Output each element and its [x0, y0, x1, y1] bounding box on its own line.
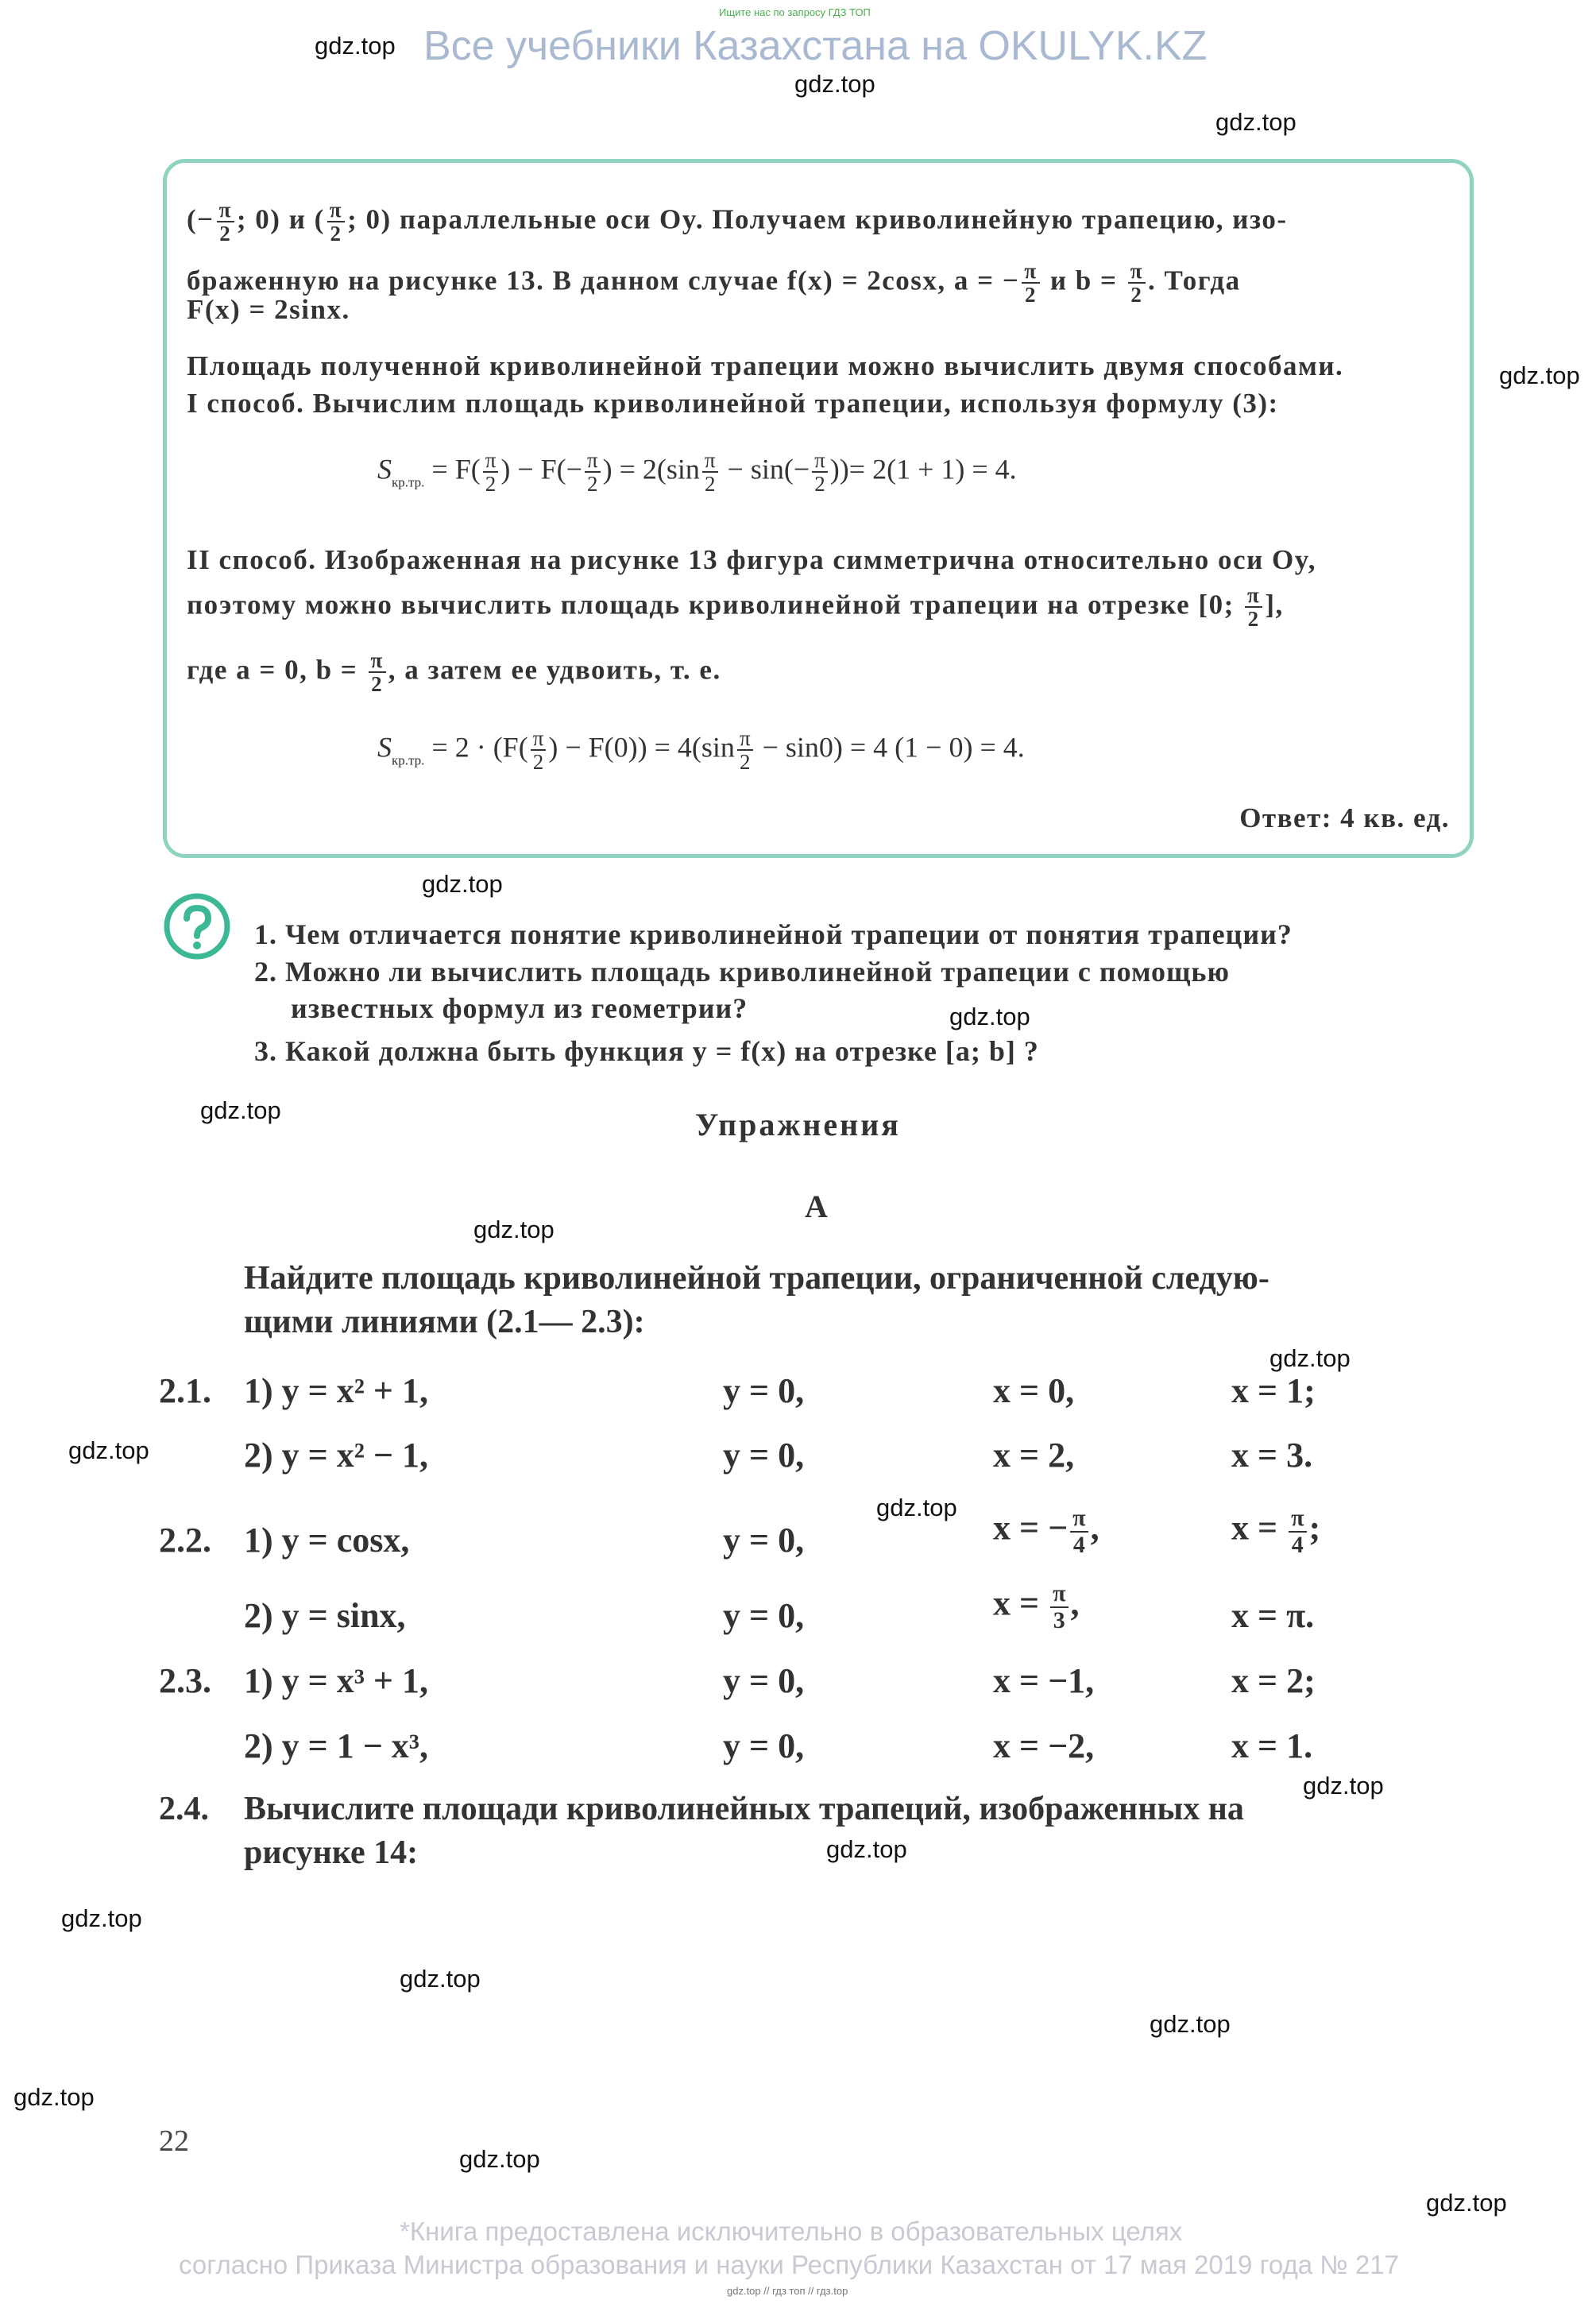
exercise-number: 2.4.	[159, 1791, 209, 1827]
exercise-cell: y = 0,	[723, 1596, 805, 1635]
header-top-note: Ищите нас по запросу ГДЗ ТОП	[719, 6, 871, 18]
exercise-cell: 2) y = sinx,	[244, 1596, 406, 1635]
watermark: gdz.top	[200, 1096, 281, 1124]
watermark: gdz.top	[1150, 2010, 1231, 2038]
exercise-cell: x = $\frac{\pi}{3}$ ,	[993, 1580, 1080, 1633]
watermark: gdz.top	[61, 1904, 142, 1932]
footer-line-1: *Книга предоставлена исключительно в образовательных целях	[400, 2217, 1183, 2246]
watermark: gdz.top	[68, 1436, 149, 1464]
exercise-cell: x = 3.	[1231, 1436, 1313, 1475]
formula-method-2: $S_{кр.тр.} = 2 \cdot (F$( $\frac{\pi}{2}$ ) − F(0)) = 4(sin $\frac{\pi}{2}$ − sin0) = 4 (1 − 0) = 4.	[377, 726, 1025, 775]
exercise-cell: y = 0,	[723, 1521, 805, 1560]
exercise-2-4-line-1: Вычислите площади криволинейных трапеций, изображенных на	[244, 1791, 1244, 1827]
box-line-5: I способ. Вычислим площадь криволинейной трапеции, используя формулу (3):	[187, 388, 1279, 419]
exercise-cell: 1) y = cosx,	[244, 1521, 410, 1560]
exercise-cell: 1) y = x³ + 1,	[244, 1661, 428, 1700]
watermark: gdz.top	[1303, 1772, 1384, 1800]
exercise-cell: x = 1.	[1231, 1726, 1313, 1765]
watermark: gdz.top	[422, 870, 503, 898]
solution-box	[163, 159, 1474, 858]
exercise-cell: y = 0,	[723, 1436, 805, 1475]
box-line-1: (− $\frac{\pi}{2}$ ; 0) и ( $\frac{\pi}{2}$ ; 0) параллельные оси Oy. Получаем криволинейную трапецию, изо-	[187, 198, 1288, 246]
box-line-6: II способ. Изображенная на рисунке 13 фигура симметрична относительно оси Oy,	[187, 544, 1317, 575]
exercise-cell: x = −2,	[993, 1726, 1095, 1765]
exercise-number: 2.3.	[159, 1661, 211, 1700]
watermark: gdz.top	[949, 1003, 1030, 1030]
exercise-cell: x = 0,	[993, 1371, 1075, 1410]
formula-method-1: $S_{кр.тр.} = F$( $\frac{\pi}{2}$ ) − F(− $\frac{\pi}{2}$ ) = 2(sin $\frac{\pi}{2}$ − sin(− $\frac{\pi}{2}$ ))= 2(1 + 1) = 4.	[377, 448, 1017, 497]
task-intro-1: Найдите площадь криволинейной трапеции, ограниченной следую-	[244, 1260, 1269, 1297]
exercise-cell: x = 1;	[1231, 1371, 1316, 1410]
watermark: gdz.top	[1269, 1344, 1351, 1372]
watermark: gdz.top	[876, 1494, 957, 1521]
header-title: Все учебники Казахстана на OKULYK.KZ	[423, 23, 1208, 69]
watermark: gdz.top	[459, 2145, 540, 2173]
exercise-cell: x = 2;	[1231, 1661, 1316, 1700]
question-2-cont: известных формул из геометрии?	[291, 992, 748, 1024]
box-line-2: браженную на рисунке 13. В данном случае f(x) = 2cosx, a = − $\frac{\pi}{2}$ и b = $\frac{\pi}{2}$ . Тогда	[187, 259, 1241, 307]
watermark: gdz.top	[826, 1835, 907, 1863]
question-icon	[163, 892, 231, 961]
exercise-cell: 2) y = x² − 1,	[244, 1436, 428, 1475]
exercise-cell: x = −1,	[993, 1661, 1095, 1700]
exercise-cell: y = 0,	[723, 1726, 805, 1765]
watermark: gdz.top	[1499, 361, 1580, 389]
watermark: gdz.top	[1215, 108, 1297, 136]
box-line-7: поэтому можно вычислить площадь криволинейной трапеции на отрезке [0; $\frac{\pi}{2}$ ],	[187, 583, 1284, 632]
task-intro-2: щими линиями (2.1— 2.3):	[244, 1304, 645, 1340]
exercises-title: Упражнения	[695, 1107, 901, 1142]
watermark: gdz.top	[14, 2083, 95, 2111]
answer: Ответ: 4 кв. ед.	[1239, 802, 1450, 833]
box-line-4: Площадь полученной криволинейной трапеции можно вычислить двумя способами.	[187, 350, 1344, 381]
page-number: 22	[159, 2124, 189, 2158]
footer-line-3: gdz.top // гдз топ // гдз.top	[727, 2285, 848, 2297]
exercise-number: 2.1.	[159, 1371, 211, 1410]
watermark: gdz.top	[473, 1216, 555, 1243]
question-3: 3. Какой должна быть функция y = f(x) на отрезке [a; b] ?	[254, 1035, 1039, 1067]
level-label: A	[805, 1189, 830, 1224]
exercise-cell: 2) y = 1 − x³,	[244, 1726, 428, 1765]
watermark: gdz.top	[794, 70, 875, 98]
question-2: 2. Можно ли вычислить площадь криволинейной трапеции с помощью	[254, 956, 1230, 988]
watermark: gdz.top	[315, 32, 396, 60]
exercise-cell: y = 0,	[723, 1661, 805, 1700]
watermark: gdz.top	[400, 1965, 481, 1993]
exercise-cell: x = π.	[1231, 1596, 1315, 1635]
exercise-cell: x = − $\frac{\pi}{4}$ ,	[993, 1505, 1099, 1558]
exercise-cell: x = 2,	[993, 1436, 1075, 1475]
exercise-cell: x = $\frac{\pi}{4}$ ;	[1231, 1505, 1321, 1558]
watermark: gdz.top	[1426, 2189, 1507, 2217]
box-line-8: где a = 0, b = $\frac{\pi}{2}$ , а затем ее удвоить, т. е.	[187, 648, 721, 697]
footer-line-2: согласно Приказа Министра образования и науки Республики Казахстан от 17 мая 2019 года № 217	[179, 2250, 1399, 2279]
exercise-cell: 1) y = x² + 1,	[244, 1371, 428, 1410]
exercise-2-4-line-2: рисунке 14:	[244, 1834, 419, 1871]
box-line-3: F(x) = 2sinx.	[187, 294, 350, 325]
exercise-number: 2.2.	[159, 1521, 211, 1560]
question-1: 1. Чем отличается понятие криволинейной трапеции от понятия трапеции?	[254, 918, 1293, 950]
exercise-cell: y = 0,	[723, 1371, 805, 1410]
